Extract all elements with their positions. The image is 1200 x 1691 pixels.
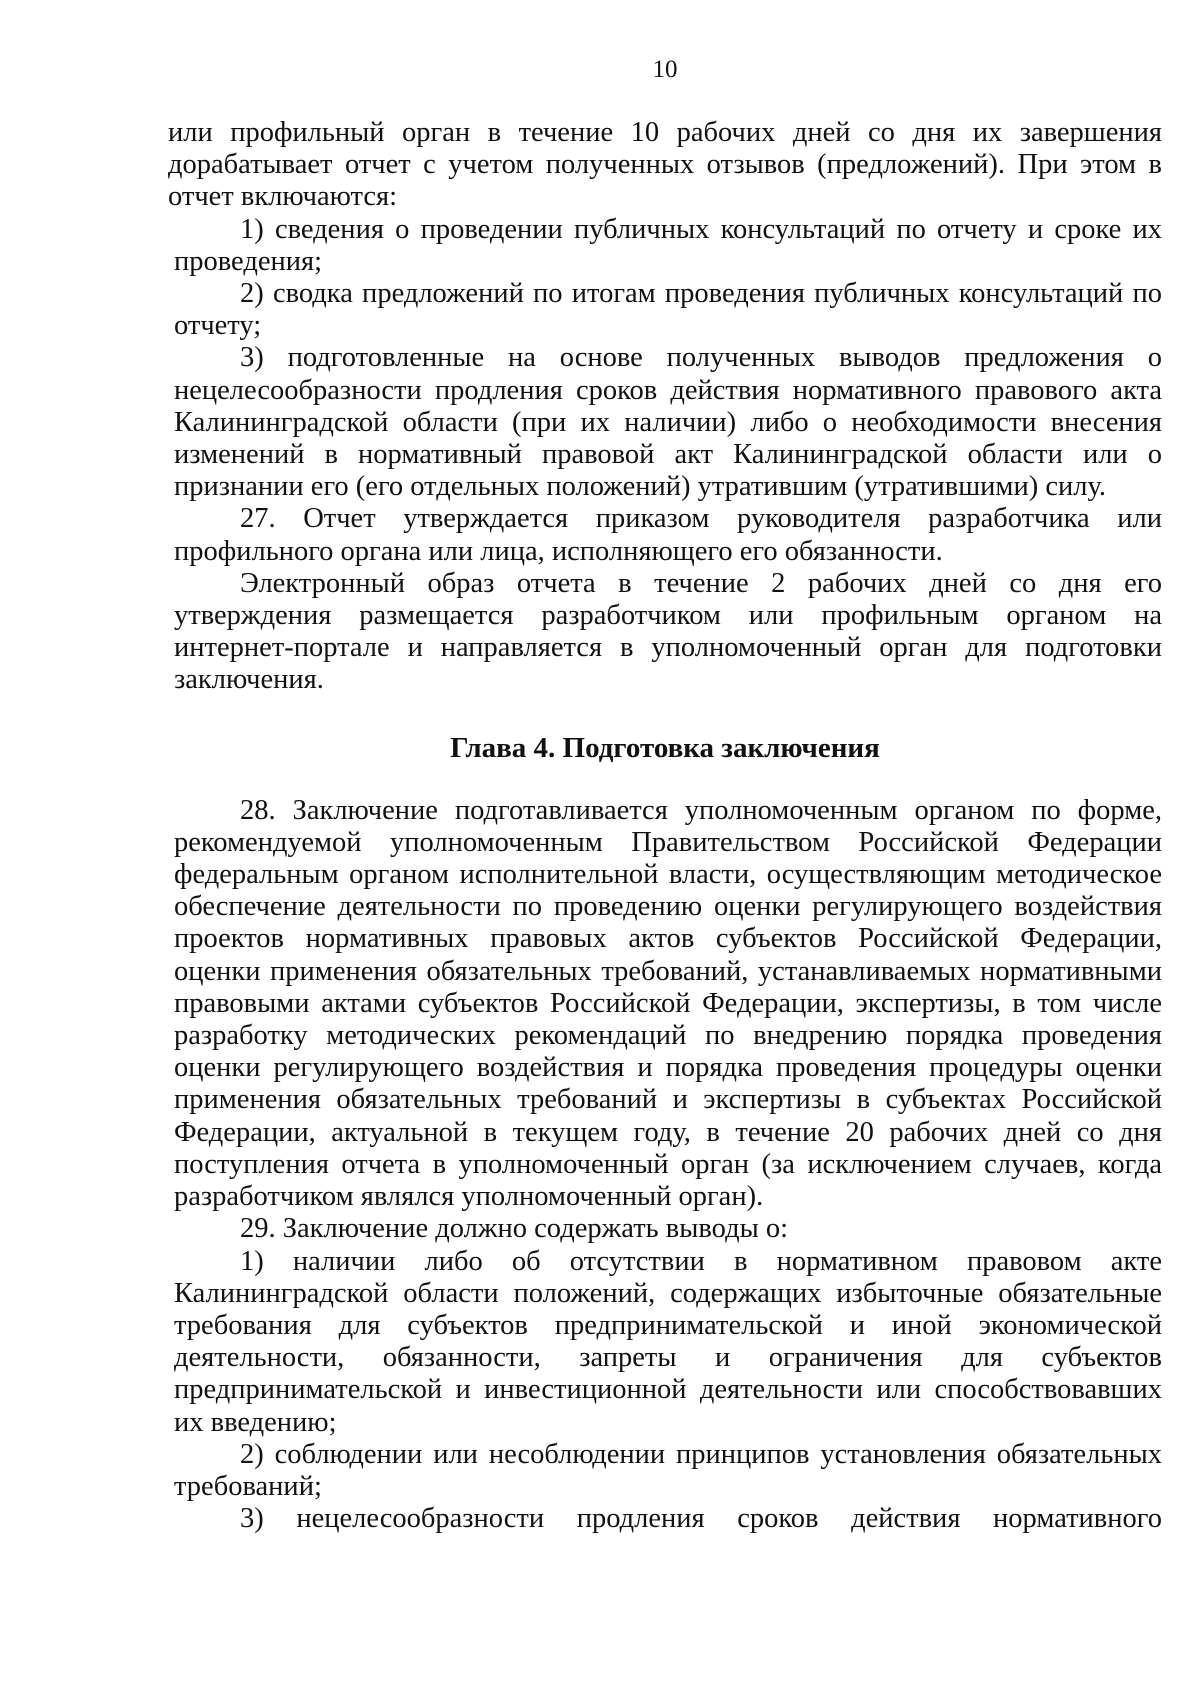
conclusion-item-3: 3) нецелесообразности продления сроков действия нормативного [240, 1503, 1162, 1535]
list-item-3: 3) подготовленные на основе полученных выводов предложения о нецелесообразности продления сроков действия нормативного правового акта Калининградской области (при их наличии) либо о необходимости внесения изменений в нормативный правовой акт Калининградской области или о признании его (его отдельных положений) утратившим (утратившими) силу. [174, 342, 1162, 503]
conclusion-item-1: 1) наличии либо об отсутствии в нормативном правовом акте Калининградской области положений, содержащих избыточные обязательные требования для субъектов предпринимательской и иной экономической деятельности, обязанности, запреты и ограничения для субъектов предпринимательской и инвестиционной деятельности или способствовавших их введению; [174, 1245, 1162, 1438]
paragraph-27: 27. Отчет утверждается приказом руководителя разработчика или профильного органа или лица, исполняющего его обязанности. [174, 503, 1162, 567]
conclusion-item-2: 2) соблюдении или несоблюдении принципов установления обязательных требований; [174, 1438, 1162, 1502]
paragraph-continuation: или профильный орган в течение 10 рабочих дней со дня их завершения дорабатывает отчет с учетом полученных отзывов (предложений). При этом в отчет включаются: [168, 117, 1162, 213]
page-number: 10 [652, 56, 678, 83]
document-body [168, 117, 1162, 1535]
paragraph-28: 28. Заключение подготавливается уполномоченным органом по форме, рекомендуемой уполномоченным Правительством Российской Федерации федеральным органом исполнительной власти, осуществляющим методическое обеспечение деятельности по проведению оценки регулирующего воздействия проектов нормативных правовых актов субъектов Российской Федерации, оценки применения обязательных требований, устанавливаемых нормативными правовыми актами субъектов Российской Федерации, экспертизы, в том числе разработку методических рекомендаций по внедрению порядка проведения оценки регулирующего воздействия и порядка проведения процедуры оценки применения обязательных требований и экспертизы в субъектах Российской Федерации, актуальной в текущем году, в течение 20 рабочих дней со дня поступления отчета в уполномоченный орган (за исключением случаев, когда разработчиком являлся уполномоченный орган). [174, 794, 1162, 1213]
list-item-1: 1) сведения о проведении публичных консультаций по отчету и сроке их проведения; [174, 213, 1162, 277]
paragraph-29: 29. Заключение должно содержать выводы о: [240, 1213, 789, 1245]
paragraph-electronic-image: Электронный образ отчета в течение 2 рабочих дней со дня его утверждения размещается разработчиком или профильным органом на интернет-портале и направляется в уполномоченный орган для подготовки заключения. [174, 567, 1162, 696]
chapter-heading: Глава 4. Подготовка заключения [450, 731, 880, 764]
list-item-2: 2) сводка предложений по итогам проведения публичных консультаций по отчету; [174, 278, 1162, 342]
